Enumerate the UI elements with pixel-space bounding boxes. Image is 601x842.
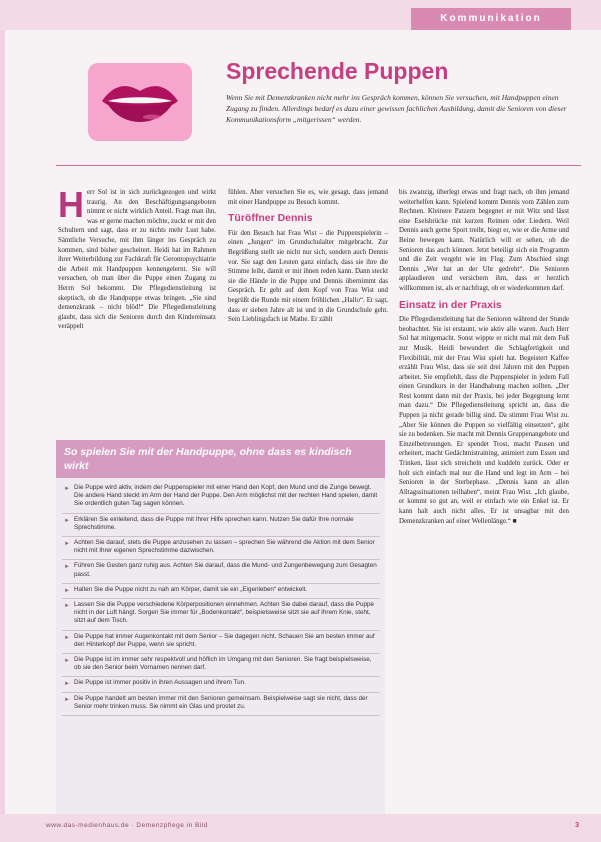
- section-tab: [411, 8, 571, 30]
- arrow-icon: ►: [64, 634, 70, 641]
- paragraph: bis zwanzig, überlegt etwas und fragt nach, ob ihm jemand weiterhelfen kann. Spielend kommt Dennis vom Zählen zum Rechnen. Kleinere Patzern begegnet er mit Witz und lässt eine Eselsbrücke mit kurzen Reimen oder Liedern. Weil Dennis auch gerne Sport treibt, biegt er, wie er die Arme und Beine bewegen kann. Natürlich will er sehen, ob die Senioren das auch können. Jetzt beteiligt sich ein Programm und die Zeit vergeht wie im Flug. Zum Abschied singt Dennis „Wer hat an der Uhr gedreht“. Die Senioren applaudieren und versichern ihm, dass er herzlich willkommen ist, als er nachfragt, ob er wiederkommen darf.: [399, 189, 569, 292]
- divider: [56, 165, 581, 166]
- paragraph: Für den Besuch hat Frau Wist – die Puppenspielerin – einen „Jungen“ im Grundschulalter mitgebracht. Zur Begrüßung stellt sie nicht nur sich, sondern auch Dennis vor. Sie sagt den Leuten ganz einfach, dass sie ihre die Stimme leiht, damit er mit ihnen reden kann. Dann steckt sie die Hände in die Puppe und Dennis übernimmt das Gespräch. Er geht auf dem Kopf von Frau Wist und begrüßt die Runde mit einem fröhlichen „Hallo“. Er sagt, dass er sieben Jahre alt ist und in die Grundschule geht. Sein Lieblingsfach ist Mathe. Er zählt: [228, 229, 388, 324]
- arrow-icon: ►: [64, 681, 70, 688]
- arrow-icon: ►: [64, 486, 70, 492]
- subheading: Einsatz in der Praxis: [399, 298, 502, 311]
- text-column-3: [399, 188, 569, 526]
- paragraph: err Sol ist in sich zurückgezogen und wirkt traurig. An den Beschäftigungsangeboten nimmt er nicht wirklich Anteil. Fragt man ihn, was er gerne machen möchte, zuckt er mit den Schultern und sagt, dass er zu nichts mehr Lust habe. Sämtliche Versuche, mit ihm länger ins Gespräch zu kommen, sind bisher gescheitert. Heidi hat im Rahmen ihrer Weiterbildung zur Fachkraft für Gerontopsychiatrie die Arbeit mit Handpuppen kennengelernt. Sie will versuchen, ob man über die Puppe einen Zugang zu Herrn Sol bekommt. Die Pflegedienstleitung ist skeptisch, ob die Handpuppe etwas bringen. „Sie sind demenzkrank – nicht blöd!“ Die Pflegedienstleitung glaubt, dass sich die Senioren durch den Kindereinsatz veräppelt: [58, 189, 216, 331]
- arrow-icon: ►: [64, 541, 70, 548]
- arrow-icon: ►: [64, 696, 70, 703]
- arrow-icon: ►: [64, 517, 70, 524]
- list-item: [62, 631, 380, 654]
- paragraph: fühlen. Aber versuchen Sie es, wie gesagt, dass jemand mit einer Handpuppe zu Besuch kommt.: [228, 189, 388, 206]
- subheading: Türöffner Dennis: [228, 212, 313, 225]
- list-item: [62, 599, 380, 631]
- list-item-text: Lassen Sie die Puppe verschiedene Körperpositionen einnehmen. Achten Sie dabei darauf, dass die Puppe nicht in der Luft hängt. Sorgen Sie immer für „Bodenkontakt“, beispielsweise sitzt sie auf Ihrem Knie, steht, sitzt auf dem Tisch.: [74, 601, 375, 625]
- tip-box-header: [56, 440, 385, 478]
- header-bar: [0, 0, 601, 30]
- text-column-2: [228, 188, 388, 325]
- arrow-icon: ►: [64, 587, 70, 594]
- list-item-text: Die Puppe handelt am besten immer mit den Senioren gemeinsam. Beispielweise sagt sie nicht, dass der Senior mehr trinken muss. Sie nimmt ein Glas und prostet zu.: [74, 694, 368, 710]
- list-item-text: Die Puppe hat immer Augenkontakt mit dem Senior – Sie dagegen nicht. Schauen Sie am besten immer auf den Hinterkopf der Puppe, wenn sie spricht.: [74, 632, 375, 648]
- list-item: [62, 482, 380, 514]
- footer-url: www.das-medienhaus.de · Demenzpflege in Bild: [46, 822, 208, 829]
- arrow-icon: ►: [64, 564, 70, 571]
- list-item: [62, 560, 380, 583]
- tip-list: [62, 482, 380, 716]
- section-label: Kommunikation: [440, 13, 542, 24]
- list-item-text: Erklären Sie einleitend, dass die Puppe mit Ihrer Hilfe sprechen kann. Nutzen Sie dafür Ihre normale Sprechstimme.: [74, 515, 354, 531]
- list-item-text: Die Puppe wird aktiv, indem der Puppenspieler mit einer Hand den Kopf, den Mund und die Zunge bewegt. Die andere Hand steckt im Arm der Hand der Puppe. Den Arm möglichst mit der rechten Hand spielen, damit Sie ordentlich guten Tag sagen können.: [74, 484, 378, 508]
- left-stripe: [0, 30, 5, 842]
- list-item-text: Achten Sie darauf, stets die Puppe anzusehen zu lassen – sprechen Sie während die Aktion mit dem Senior nicht mit Ihrer eigenen Sprechstimme dazwischen.: [74, 539, 375, 555]
- list-item: [62, 584, 380, 599]
- paragraph: Die Pflegedienstleitung hat die Senioren während der Stunde beobachtet. Sie ist erstaunt, wie aktiv alle waren. Auch Herr Sol hat mitgemacht. Sonst wippte er nicht mal mit dem Fuß zur Musik. Heidi bewundert die Schlagfertigkeit und Flexibilität, mit der Frau Wist spielt hat. Begeistert Kaffee erzählt Frau Wist, dass sie seit drei Jahren mit den Puppen arbeitet. Sie empfiehlt, dass die Puppenspieler in jedem Fall einen Grundkurs in der Handhabung machen sollten. „Der Rest kommt dann mit der Praxis, bei jeder Begegnung lernt man dazu.“ Die Pflegedienstleitung spricht an, dass die Puppen ja nicht gerade billig sind. Da stimmt Frau Wist zu. „Aber Sie können die Puppen so vielfältig einsetzen“, gibt sie zu bedenken. Sie macht mit Dennis Gruppenangebote und Einzelbetreuungen. Er spendet Trost, macht Pausen und erheitert, macht Gedächtnistraining, animiert zum Essen und Trinken, lässt sich streicheln und kuddeln zurück. Oder er holt sich einfach mal nur die Hand und legt im Arm – bei Senioren in der Sterbephase. „Dennis kann an allen Alltagssituationen teilhaben“, meint Frau Wist. „Ich glaube, er kommt so gut an, weil er einfach wie ein Enkel ist. Er kann halt auch nicht alles. Er ist unsagbar mit den Demenzkranken auf einer Wellenlänge.“ ■: [399, 316, 569, 525]
- drop-cap: H: [58, 184, 84, 225]
- tip-box-title: So spielen Sie mit der Handpuppe, ohne dass es kindisch wirkt: [64, 446, 352, 472]
- arrow-icon: ►: [64, 603, 70, 610]
- list-item-text: Die Puppe ist im immer sehr respektvoll und höflich im Umgang mit den Senioren. Sie fragt beispielsweise, ob sie den Senior beim Vornamen nennen darf.: [74, 656, 372, 672]
- arrow-icon: ►: [64, 658, 70, 665]
- list-item-text: Die Puppe ist immer positiv in ihren Aussagen und ihrem Tun.: [74, 679, 246, 687]
- list-item: [62, 677, 380, 692]
- page-number: 3: [575, 822, 579, 829]
- text-column-1: [58, 184, 216, 332]
- list-item-text: Halten Sie die Puppe nicht zu nah am Körper, damit sie ein „Eigenleben“ entwickelt.: [74, 585, 308, 593]
- page-title: Sprechende Puppen: [226, 58, 449, 84]
- lips-icon: [88, 63, 192, 141]
- footer-bar: [0, 814, 601, 842]
- tip-box: [56, 440, 385, 816]
- intro-text: Wenn Sie mit Demenzkranken nicht mehr ins Gespräch kommen, können Sie versuchen, mit Handpuppen einen Zugang zu finden. Allerdings bedarf es dazu einer gewissen fachlichen Ausbildung, damit die Senioren von dieser Kommunikationsform „mitgerissen“ werden.: [226, 93, 567, 124]
- list-item: [62, 537, 380, 560]
- list-item-text: Führen Sie Gesten ganz ruhig aus. Achten Sie darauf, dass die Mund- und Zungenbewegung zum Gesagten passt.: [74, 562, 377, 578]
- list-item: [62, 514, 380, 537]
- list-item: [62, 654, 380, 677]
- list-item: [62, 693, 380, 716]
